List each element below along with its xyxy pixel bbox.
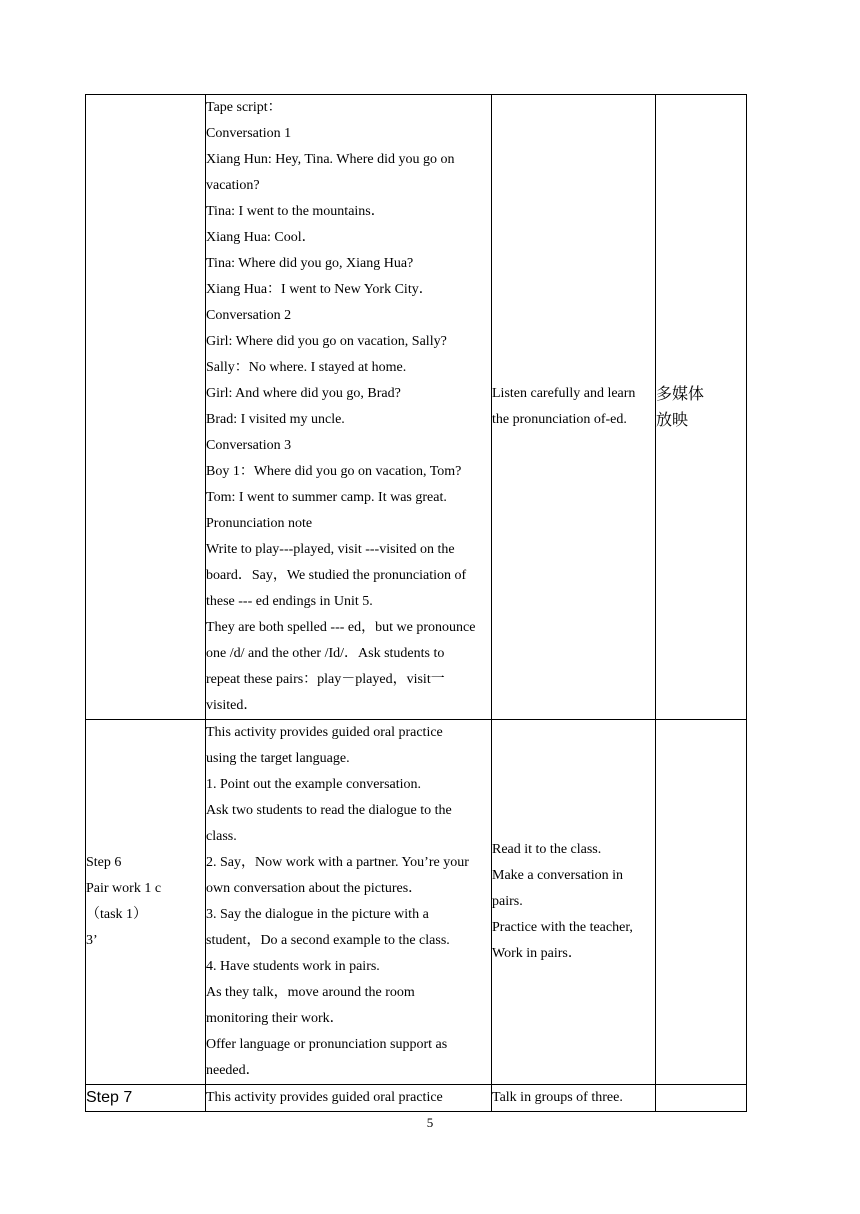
- teacher-line: 1. Point out the example conversation.: [206, 777, 422, 792]
- teacher-line: Pronunciation note: [206, 516, 313, 531]
- table-row: [86, 1085, 747, 1112]
- teacher-line: class.: [206, 829, 237, 844]
- step-line: Pair work 1 c: [86, 881, 162, 896]
- step-line: Step 7: [86, 1089, 133, 1106]
- teacher-line: monitoring their work．: [206, 1011, 344, 1026]
- teacher-activity-cell: [206, 95, 492, 720]
- student-line: Talk in groups of three.: [492, 1090, 623, 1105]
- step-line: （task 1）: [86, 907, 148, 922]
- media-cell: [656, 1085, 747, 1112]
- page-number: 5: [426, 1115, 434, 1130]
- step-cell: [86, 1085, 206, 1112]
- table-row: [86, 95, 747, 720]
- teacher-line: This activity provides guided oral practice: [206, 1090, 443, 1105]
- teacher-line: Brad: I visited my uncle.: [206, 412, 345, 427]
- teacher-line: Tom: I went to summer camp. It was great.: [206, 490, 447, 505]
- student-line: Practice with the teacher,: [492, 920, 633, 935]
- student-line: Read it to the class.: [492, 842, 602, 857]
- media-line: 多媒体: [656, 384, 705, 403]
- teacher-line: needed．: [206, 1063, 260, 1078]
- teacher-line: This activity provides guided oral practice: [206, 725, 443, 740]
- teacher-line: Xiang Hua：I went to New York City．: [206, 282, 433, 297]
- student-line: the pronunciation of-ed.: [492, 412, 627, 427]
- teacher-line: Tina: Where did you go, Xiang Hua?: [206, 256, 414, 271]
- teacher-line: Offer language or pronunciation support as: [206, 1037, 448, 1052]
- student-activity-cell: [492, 720, 656, 1085]
- teacher-line: visited．: [206, 698, 258, 713]
- student-line: Make a conversation in: [492, 868, 624, 883]
- teacher-line: They are both spelled --- ed，but we pronounce: [206, 620, 476, 635]
- teacher-line: 4. Have students work in pairs.: [206, 959, 380, 974]
- student-activity-cell: [492, 1085, 656, 1112]
- teacher-line: Tina: I went to the mountains．: [206, 204, 385, 219]
- teacher-line: 3. Say the dialogue in the picture with a: [206, 907, 429, 922]
- teacher-line: using the target language.: [206, 751, 350, 766]
- teacher-line: one /d/ and the other /Id/．Ask students to: [206, 646, 445, 661]
- lesson-plan-table: [85, 94, 747, 1112]
- teacher-line: vacation?: [206, 178, 260, 193]
- table-row: [86, 720, 747, 1085]
- step-cell: [86, 95, 206, 720]
- teacher-line: Girl: And where did you go, Brad?: [206, 386, 401, 401]
- teacher-line: Xiang Hun: Hey, Tina. Where did you go on: [206, 152, 455, 167]
- media-cell: [656, 95, 747, 720]
- student-line: Listen carefully and learn: [492, 386, 636, 401]
- student-activity-cell: [492, 95, 656, 720]
- teacher-line: Sally：No where. I stayed at home.: [206, 360, 407, 375]
- step-cell: [86, 720, 206, 1085]
- teacher-line: Xiang Hua: Cool．: [206, 230, 316, 245]
- student-line: Work in pairs．: [492, 946, 582, 961]
- teacher-line: Boy 1：Where did you go on vacation, Tom?: [206, 464, 462, 479]
- teacher-line: Tape script：: [206, 100, 282, 115]
- teacher-line: repeat these pairs：play－played，visit一: [206, 672, 445, 687]
- teacher-line: Girl: Where did you go on vacation, Sally?: [206, 334, 447, 349]
- media-line: 放映: [656, 410, 689, 429]
- teacher-line: 2. Say，Now work with a partner. You’re your: [206, 855, 469, 870]
- media-cell: [656, 720, 747, 1085]
- teacher-line: own conversation about the pictures．: [206, 881, 423, 896]
- teacher-activity-cell: [206, 720, 492, 1085]
- student-line: pairs.: [492, 894, 523, 909]
- teacher-line: Conversation 2: [206, 308, 292, 323]
- teacher-activity-cell: [206, 1085, 492, 1112]
- teacher-line: these --- ed endings in Unit 5.: [206, 594, 373, 609]
- teacher-line: As they talk，move around the room: [206, 985, 415, 1000]
- teacher-line: Write to play---played, visit ---visited on the: [206, 542, 455, 557]
- teacher-line: Conversation 1: [206, 126, 292, 141]
- teacher-line: student，Do a second example to the class.: [206, 933, 450, 948]
- step-line: Step 6: [86, 855, 122, 870]
- step-line: 3’: [86, 933, 98, 948]
- teacher-line: Ask two students to read the dialogue to the: [206, 803, 452, 818]
- teacher-line: board．Say，We studied the pronunciation of: [206, 568, 467, 583]
- teacher-line: Conversation 3: [206, 438, 292, 453]
